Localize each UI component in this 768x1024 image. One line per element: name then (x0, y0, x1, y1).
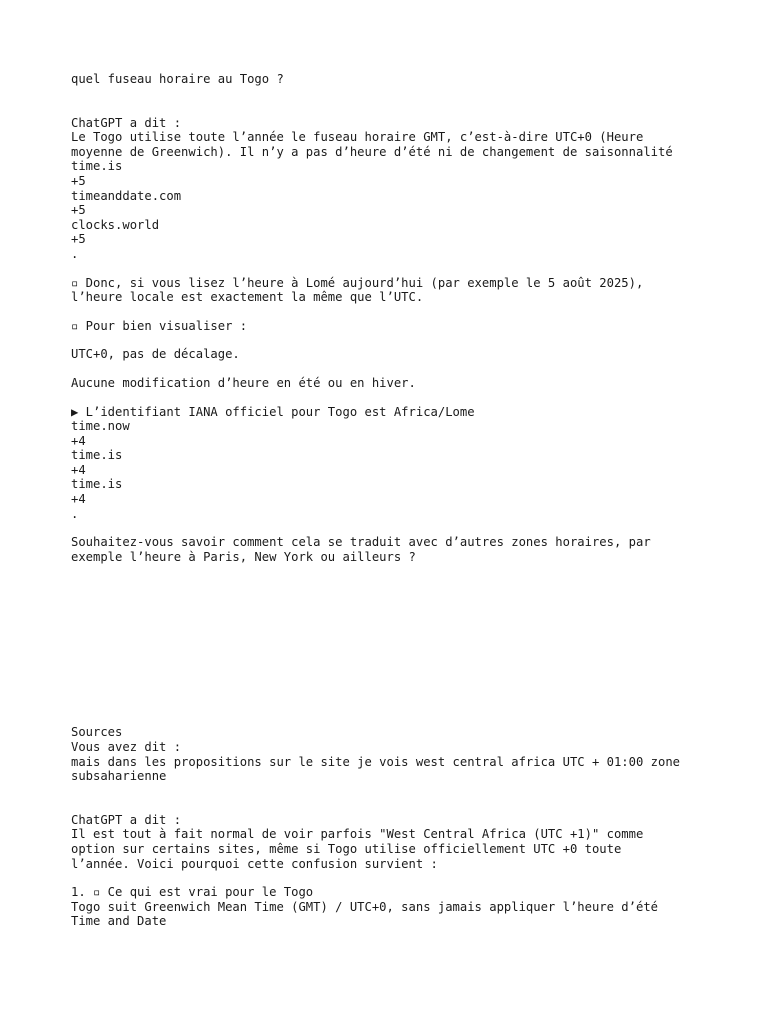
answer-text-line: ▶ L’identifiant IANA officiel pour Togo est Africa/Lome (71, 404, 475, 419)
source-count: +5 (71, 173, 86, 188)
answer-text-line: Togo suit Greenwich Mean Time (GMT) / UTC+0, sans jamais appliquer l’heure d’été (71, 899, 658, 914)
assistant-label: ChatGPT a dit : (71, 812, 182, 827)
source-count: +5 (71, 232, 86, 247)
spacer (71, 305, 711, 319)
point-heading: 1. ▫ Ce qui est vrai pour le Togo (71, 885, 314, 900)
spacer (71, 521, 711, 535)
user-question: quel fuseau horaire au Togo ? (71, 72, 284, 86)
answer-text-line: l’heure locale est exactement la même que l’UTC. (71, 290, 424, 305)
assistant-label: ChatGPT a dit : (71, 115, 182, 130)
source-count: +4 (71, 433, 86, 448)
answer-text-line: Souhaitez-vous savoir comment cela se traduit avec d’autres zones horaires, par (71, 535, 651, 550)
period: . (71, 246, 79, 261)
document-page (71, 72, 711, 929)
answer-text-line: Le Togo utilise toute l’année le fuseau horaire GMT, c’est-à-dire UTC+0 (Heure (71, 130, 644, 145)
source-site[interactable]: time.is (71, 448, 123, 463)
spacer (71, 262, 711, 276)
source-site[interactable]: time.now (71, 419, 130, 434)
spacer (71, 871, 711, 885)
source-site[interactable]: Time and Date (71, 914, 167, 929)
user-message-line: subsaharienne (71, 769, 167, 784)
source-site[interactable]: timeanddate.com (71, 188, 182, 203)
spacer (71, 333, 711, 347)
source-site[interactable]: time.is (71, 159, 123, 174)
period: . (71, 506, 79, 521)
answer-text-line: ▫ Pour bien visualiser : (71, 318, 248, 333)
answer-text-line: Il est tout à fait normal de voir parfois "West Central Africa (UTC +1)" comme (71, 827, 644, 842)
spacer (71, 784, 711, 813)
answer-text-line: Aucune modification d’heure en été ou en hiver. (71, 375, 416, 390)
source-count: +4 (71, 462, 86, 477)
spacer (71, 87, 711, 116)
source-count: +4 (71, 492, 86, 507)
source-site[interactable]: clocks.world (71, 217, 160, 232)
answer-text-line: option sur certains sites, même si Togo utilise officiellement UTC +0 toute (71, 842, 622, 856)
user-label: Vous avez dit : (71, 740, 182, 755)
answer-text-line: ▫ Donc, si vous lisez l’heure à Lomé aujourd’hui (par exemple le 5 août 2025), (71, 275, 644, 290)
answer-text-line: l’année. Voici pourquoi cette confusion survient : (71, 856, 438, 871)
source-count: +5 (71, 203, 86, 218)
answer-text-line: UTC+0, pas de décalage. (71, 347, 240, 362)
answer-text-line: exemple l’heure à Paris, New York ou ailleurs ? (71, 549, 416, 564)
answer-text-line: moyenne de Greenwich). Il n’y a pas d’heure d’été ni de changement de saisonnalité (71, 144, 673, 159)
spacer (71, 362, 711, 376)
user-message-line: mais dans les propositions sur le site je vois west central africa UTC + 01:00 zone (71, 754, 681, 769)
spacer (71, 391, 711, 405)
source-site[interactable]: time.is (71, 477, 123, 492)
sources-label[interactable]: Sources (71, 725, 123, 740)
spacer (71, 564, 711, 725)
